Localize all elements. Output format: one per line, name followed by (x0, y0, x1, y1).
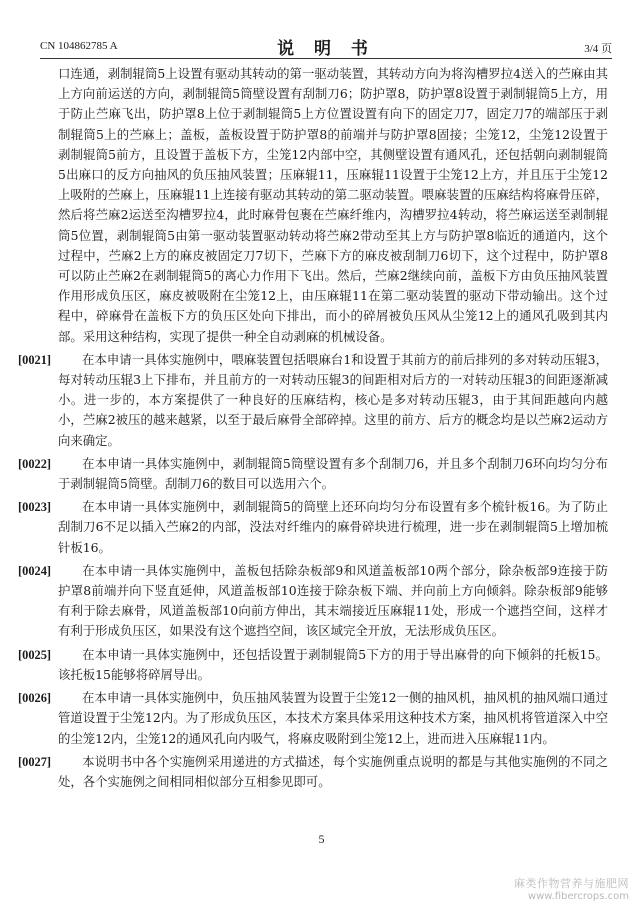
paragraph-continuation (58, 64, 608, 347)
paragraph-text: 口连通，剥制辊筒5上设置有驱动其转动的第一驱动装置，其转动方向为将沟槽罗拉4送入的苎麻由其上方向前运送的方向，剥制辊筒5筒壁设置有刮制刀6；防护罩8，防护罩8设置于剥制辊筒5上方，用于防止苎麻飞出，防护罩8上位于剥制辊筒5上方位置设置有向下的固定刀7，固定刀7的端部压于剥制辊筒5上的苎麻上；盖板，盖板设置于防护罩8的前端并与防护罩8固接；尘笼12，尘笼12设置于剥制辊筒5前方，且设置于盖板下方，尘笼12内部中空，其侧壁设置有通风孔，还包括朝向剥制辊筒5出麻口的反方向抽风的负压抽风装置；压麻辊11，压麻辊11设置于尘笼12上方，并且压于尘笼12上吸附的苎麻上，压麻辊11上连接有驱动其转动的第二驱动装置。喂麻装置的压麻结构将麻骨压碎，然后将苎麻2运送至沟槽罗拉4，此时麻骨包裹在苎麻纤维内，沟槽罗拉4转动，将苎麻运送至剥制辊筒5位置，剥制辊筒5由第一驱动装置驱动转动将苎麻2带动至其上方与防护罩8临近的通道内，这个过程中，苎麻2上方的麻皮被固定刀7切下，苎麻下方的麻皮被刮制刀6切下，这个过程中，防护罩8可以防止苎麻2在剥制辊筒5的离心力作用下飞出。然后，苎麻2继续向前，盖板下方由负压抽风装置作用形成负压区，麻皮被吸附在尘笼12上，由压麻辊11在第二驱动装置的驱动下带动输出。这个过程中，碎麻骨在盖板下方的负压区处向下排出，而小的碎屑被负压风从尘笼12上的通风孔吸到其内部。采用这种结构，实现了提供一种全自动剥麻的机械设备。 (58, 66, 608, 344)
watermark-site-name: 麻类作物营养与施肥网 (514, 877, 629, 890)
paragraph-number: [0022] (18, 456, 52, 471)
document-body (18, 64, 608, 795)
paragraph-number: [0024] (18, 563, 52, 578)
page-title: 说 明 书 (277, 39, 375, 59)
paragraph-text: 在本申请一具体实施例中，盖板包括除杂板部9和风道盖板部10两个部分，除杂板部9连接于防护罩8前端并向下竖直延伸，风道盖板部10连接于除杂板下端、并向前上方向倾斜。除杂板部9能够有利于除去麻骨，风道盖板部10向前方伸出，其末端接近压麻辊11处，形成一个遮挡空间，这样才有利于形成负压区，如果没有这个遮挡空间，该区域完全开放，无法形成负压区。 (58, 562, 608, 639)
paragraph-number: [0023] (18, 500, 52, 515)
paragraph-0021 (18, 350, 608, 451)
doc-number: CN 104862785 A (40, 40, 118, 52)
paragraph-text: 在本申请一具体实施例中，剥制辊筒5筒壁设置有多个刮制刀6，并且多个刮制刀6环向均匀分布于剥制辊筒5筒壁。刮制刀6的数目可以选用六个。 (58, 455, 608, 492)
watermark (514, 875, 629, 902)
watermark-url: www.fibercrops.com (527, 891, 629, 902)
paragraph-text: 在本申请一具体实施例中，还包括设置于剥制辊筒5下方的用于导出麻骨的向下倾斜的托板15。该托板15能够将碎屑导出。 (58, 646, 608, 682)
paragraph-number: [0025] (18, 647, 52, 662)
page-number: 5 (318, 832, 325, 846)
paragraph-0022 (18, 454, 608, 494)
paragraph-0024 (18, 561, 608, 642)
paragraph-text: 在本申请一具体实施例中，剥制辊筒5的筒壁上还环向均匀分布设置有多个梳针板16。为了防止刮制刀6不足以插入苎麻2的内部，没法对纤维内的麻骨碎块进行梳理，进一步在剥制辊筒5上增加梳针板16。 (58, 499, 608, 555)
paragraph-text: 在本申请一具体实施例中，负压抽风装置为设置于尘笼12一侧的抽风机，抽风机的抽风端口通过管道设置于尘笼12内。为了形成负压区，本技术方案具体采用这种技术方案，抽风机将管道深入中空的尘笼12内，尘笼12的通风孔向内吸气，将麻皮吸附到尘笼12上，进而进入压麻辊11内。 (58, 690, 608, 746)
paragraph-0026 (18, 688, 608, 749)
paragraph-0027 (18, 752, 608, 792)
paragraph-text: 在本申请一具体实施例中，喂麻装置包括喂麻台1和设置于其前方的前后排列的多对转动压辊3，每对转动压辊3上下排布，并且前方的一对转动压辊3的间距相对后方的一对转动压辊3的间距逐渐减小。进一步的，本方案提供了一种良好的压麻结构，核心是多对转动压辊3，由于其间距越向内越小，苎麻2被压的越来越紧，以至于最后麻骨全部碎掉。这里的前方、后方的概念均是以苎麻2运动方向来确定。 (58, 351, 608, 448)
paragraph-number: [0021] (18, 352, 52, 367)
page-header (40, 34, 612, 59)
paragraph-0025 (18, 645, 608, 685)
paragraph-0023 (18, 497, 608, 558)
paragraph-number: [0027] (18, 754, 52, 769)
paragraph-text: 本说明书中各个实施例采用递进的方式描述，每个实施例重点说明的都是与其他实施例的不同之处，各个实施例之间相同相似部分互相参见即可。 (58, 753, 608, 789)
paragraph-number: [0026] (18, 691, 52, 706)
page-counter: 3/4 页 (584, 43, 612, 55)
